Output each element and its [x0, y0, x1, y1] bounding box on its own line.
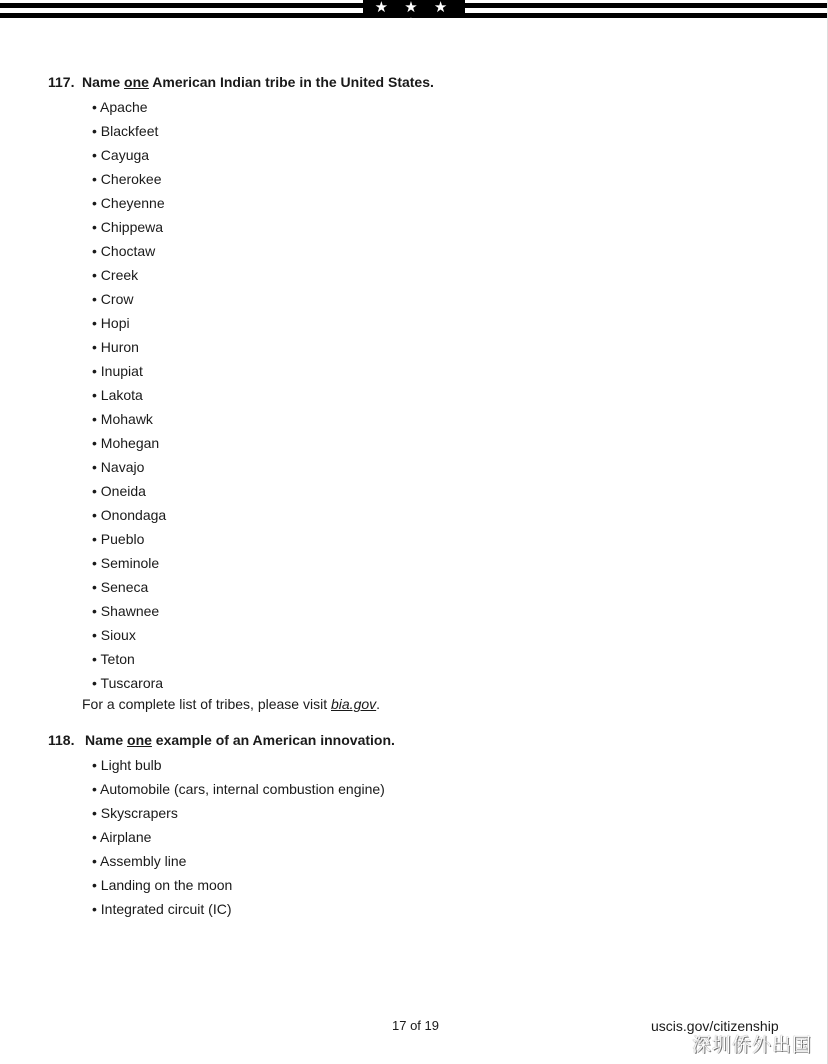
list-item: • Inupiat [92, 362, 166, 386]
list-item: • Cherokee [92, 170, 166, 194]
question-number: 117. [48, 74, 75, 90]
answer-list-118 [92, 756, 385, 924]
list-item: • Teton [92, 650, 166, 674]
site-url[interactable]: uscis.gov/citizenship [651, 1018, 779, 1034]
question-118 [48, 732, 395, 748]
list-item: • Seminole [92, 554, 166, 578]
list-item: • Tuscarora [92, 674, 166, 698]
bia-gov-link[interactable]: bia.gov [331, 696, 377, 712]
list-item: • Assembly line [92, 852, 385, 876]
list-item: • Onondaga [92, 506, 166, 530]
q-text: American Indian tribe in the United States. [148, 74, 434, 90]
list-item: • Chippewa [92, 218, 166, 242]
list-item: • Hopi [92, 314, 166, 338]
list-item: • Pueblo [92, 530, 166, 554]
note-text: For a complete list of tribes, please visit [82, 696, 331, 712]
answer-list-117 [92, 98, 166, 698]
q-text: example of an American innovation. [151, 732, 395, 748]
list-item: • Apache [92, 98, 166, 122]
list-item: • Navajo [92, 458, 166, 482]
list-item: • Cayuga [92, 146, 166, 170]
list-item: • Mohegan [92, 434, 166, 458]
list-item: • Lakota [92, 386, 166, 410]
watermark: 深圳侨外出国 [692, 1035, 813, 1056]
list-item: • Shawnee [92, 602, 166, 626]
list-item: • Oneida [92, 482, 166, 506]
q-emphasis: one [127, 732, 152, 748]
list-item: • Crow [92, 290, 166, 314]
page-number: 17 of 19 [392, 1018, 439, 1033]
list-item: • Automobile (cars, internal combustion engine) [92, 780, 385, 804]
list-item: • Integrated circuit (IC) [92, 900, 385, 924]
list-item: • Light bulb [92, 756, 385, 780]
list-item: • Sioux [92, 626, 166, 650]
list-item: • Landing on the moon [92, 876, 385, 900]
q-emphasis: one [124, 74, 149, 90]
tribes-note [82, 696, 380, 712]
q-text: Name [82, 74, 125, 90]
stars-banner: ★ ★ ★ ★ [363, 0, 465, 18]
list-item: • Airplane [92, 828, 385, 852]
list-item: • Blackfeet [92, 122, 166, 146]
note-text: . [376, 696, 381, 712]
list-item: • Seneca [92, 578, 166, 602]
list-item: • Skyscrapers [92, 804, 385, 828]
list-item: • Cheyenne [92, 194, 166, 218]
list-item: • Creek [92, 266, 166, 290]
list-item: • Mohawk [92, 410, 166, 434]
list-item: • Huron [92, 338, 166, 362]
list-item: • Choctaw [92, 242, 166, 266]
q-text: Name [85, 732, 128, 748]
question-number: 118. [48, 732, 75, 748]
question-117 [48, 74, 434, 90]
